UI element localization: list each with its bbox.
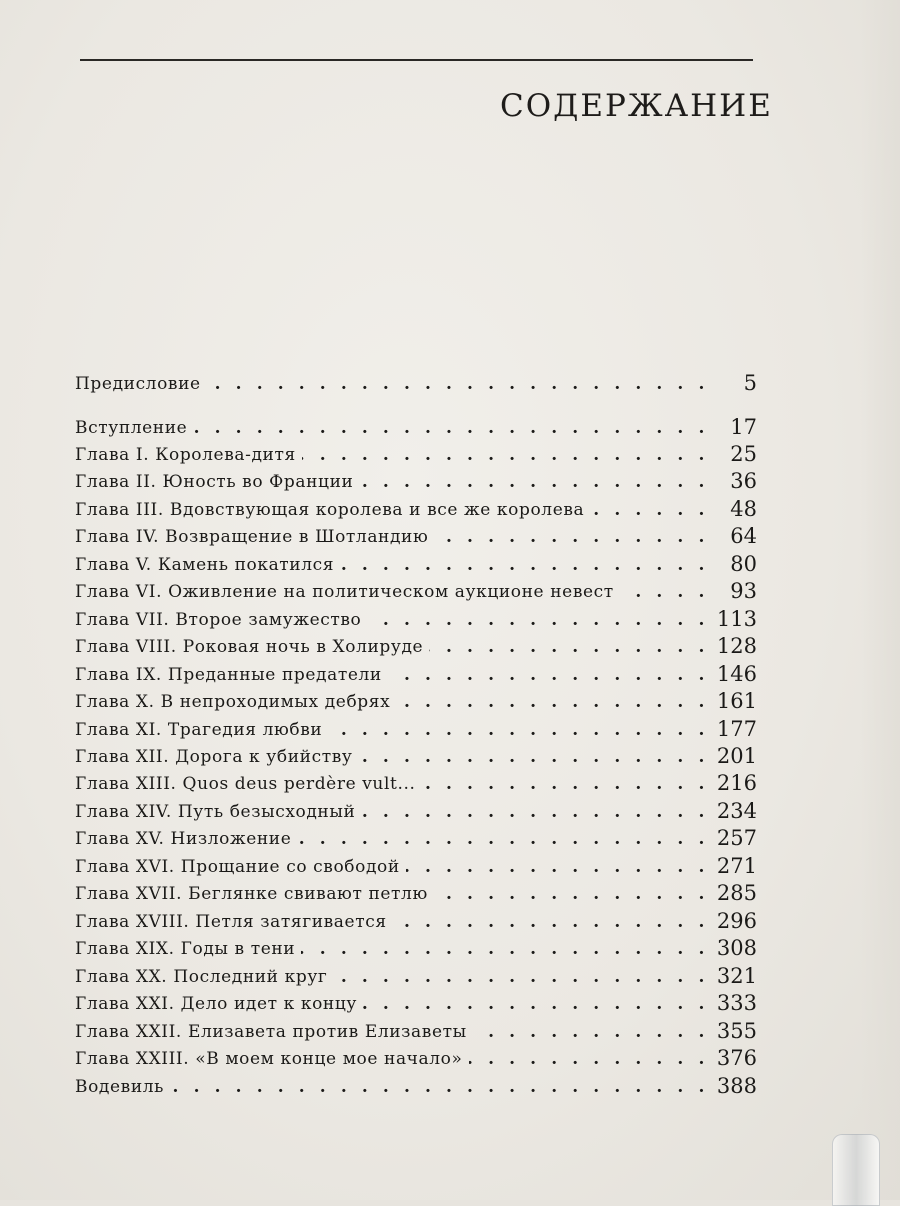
toc-dot-leader <box>396 692 709 712</box>
toc-entry-page: 216 <box>716 771 757 795</box>
toc-entry-page: 161 <box>716 689 757 713</box>
toc-entry-page: 376 <box>716 1046 757 1070</box>
toc-dot-leader <box>620 582 709 602</box>
toc-entry-title: Глава XVII. Беглянке свивают петлю <box>75 884 428 904</box>
toc-entry-title: Глава V. Камень покатился <box>75 555 335 575</box>
toc-entry-page: 5 <box>743 371 757 395</box>
toc-entry <box>75 631 757 657</box>
toc-dot-leader <box>359 747 710 767</box>
toc-entry <box>75 796 757 822</box>
toc-entry <box>75 576 757 602</box>
toc-entry-title: Глава XI. Трагедия любви <box>75 720 323 740</box>
toc-entry-page: 93 <box>730 579 757 603</box>
toc-entry-title: Глава XXII. Елизавета против Елизаветы <box>75 1022 467 1042</box>
toc-entry <box>75 933 757 959</box>
toc-entry-page: 285 <box>716 881 757 905</box>
toc-entry-page: 113 <box>716 607 757 631</box>
toc-entry <box>75 412 757 438</box>
toc-dot-leader <box>302 445 709 465</box>
toc-entry <box>75 961 757 987</box>
toc-dot-leader <box>340 555 709 575</box>
toc-entry-title: Глава VII. Второе замужество <box>75 610 362 630</box>
toc-entry-title: Глава III. Вдовствующая королева и все же королева <box>75 500 585 520</box>
toc-entry-title: Глава XIII. Quos deus perdère vult... <box>75 774 416 794</box>
toc-entry-title: Глава XX. Последний круг <box>75 967 328 987</box>
toc-entry-title: Глава X. В непроходимых дебрях <box>75 692 391 712</box>
toc-dot-leader <box>590 500 709 520</box>
toc-entry-page: 146 <box>716 662 757 686</box>
toc-entry <box>75 549 757 575</box>
toc-entry-page: 80 <box>730 552 757 576</box>
contents-heading: СОДЕРЖАНИЕ <box>500 88 773 124</box>
toc-entry-page: 308 <box>716 936 757 960</box>
toc-entry-page: 48 <box>730 497 757 521</box>
toc-entry-page: 64 <box>730 524 757 548</box>
toc-entry <box>75 368 757 394</box>
toc-entry-title: Глава XII. Дорога к убийству <box>75 747 353 767</box>
toc-dot-leader <box>434 884 709 904</box>
toc-entry <box>75 439 757 465</box>
toc-entry-title: Глава XIX. Годы в тени <box>75 939 296 959</box>
toc-dot-leader <box>473 1022 709 1042</box>
toc-dot-leader <box>333 967 709 987</box>
toc-dot-leader <box>367 610 709 630</box>
toc-entry-page: 321 <box>716 964 757 988</box>
toc-entry-title: Глава XXIII. «В моем конце мое начало» <box>75 1049 463 1069</box>
table-of-contents <box>75 0 773 1200</box>
toc-entry-title: Вступление <box>75 418 188 438</box>
toc-dot-leader <box>421 774 709 794</box>
toc-entry-page: 234 <box>716 799 757 823</box>
toc-entry-title: Глава XXI. Дело идет к концу <box>75 994 357 1014</box>
page-clip <box>832 1134 880 1206</box>
toc-entry-title: Водевиль <box>75 1077 165 1097</box>
toc-entry-title: Глава I. Королева-дитя <box>75 445 296 465</box>
toc-dot-leader <box>193 418 709 438</box>
toc-entry-title: Глава VI. Оживление на политическом аукционе невест <box>75 582 614 602</box>
toc-entry-title: Глава XVI. Прощание со свободой <box>75 857 400 877</box>
toc-dot-leader <box>170 1077 709 1097</box>
toc-entry-title: Предисловие <box>75 374 201 394</box>
toc-entry-title: Глава XVIII. Петля затягивается <box>75 912 387 932</box>
toc-entry <box>75 1016 757 1042</box>
toc-entry <box>75 906 757 932</box>
toc-entry-page: 333 <box>716 991 757 1015</box>
toc-dot-leader <box>328 720 709 740</box>
toc-entry-title: Глава II. Юность во Франции <box>75 472 354 492</box>
toc-entry-page: 271 <box>716 854 757 878</box>
toc-entry <box>75 823 757 849</box>
toc-entry-page: 128 <box>716 634 757 658</box>
toc-dot-leader <box>429 637 709 657</box>
toc-entry <box>75 768 757 794</box>
toc-entry-page: 25 <box>730 442 757 466</box>
toc-entry <box>75 878 757 904</box>
toc-entry-title: Глава IX. Преданные предатели <box>75 665 382 685</box>
toc-entry-title: Глава IV. Возвращение в Шотландию <box>75 527 429 547</box>
toc-entry-page: 388 <box>716 1074 757 1098</box>
toc-entry <box>75 1043 757 1069</box>
toc-dot-leader <box>388 665 709 685</box>
toc-dot-leader <box>361 802 709 822</box>
toc-entry-title: Глава XIV. Путь безысходный <box>75 802 356 822</box>
toc-entry <box>75 494 757 520</box>
toc-entry-title: Глава XV. Низложение <box>75 829 292 849</box>
toc-entry <box>75 988 757 1014</box>
toc-dot-leader <box>393 912 709 932</box>
toc-entry-page: 17 <box>730 415 757 439</box>
toc-entry <box>75 1071 757 1097</box>
toc-entry-page: 201 <box>716 744 757 768</box>
toc-entry <box>75 686 757 712</box>
toc-dot-leader <box>359 472 709 492</box>
toc-entry-page: 257 <box>716 826 757 850</box>
toc-entry-title: Глава VIII. Роковая ночь в Холируде <box>75 637 424 657</box>
toc-entry <box>75 659 757 685</box>
toc-entry <box>75 521 757 547</box>
toc-dot-leader <box>301 939 709 959</box>
toc-entry <box>75 466 757 492</box>
toc-entry-page: 355 <box>716 1019 757 1043</box>
toc-dot-leader <box>297 829 709 849</box>
toc-entry-page: 177 <box>716 717 757 741</box>
toc-entry <box>75 714 757 740</box>
toc-entry-page: 36 <box>730 469 757 493</box>
toc-dot-leader <box>406 857 709 877</box>
toc-dot-leader <box>434 527 709 547</box>
toc-entry <box>75 851 757 877</box>
toc-dot-leader <box>363 994 709 1014</box>
toc-entry <box>75 741 757 767</box>
toc-entry-page: 296 <box>716 909 757 933</box>
toc-entry <box>75 604 757 630</box>
toc-dot-leader <box>207 374 709 394</box>
toc-dot-leader <box>469 1049 710 1069</box>
page-edge-shadow <box>860 0 900 1200</box>
